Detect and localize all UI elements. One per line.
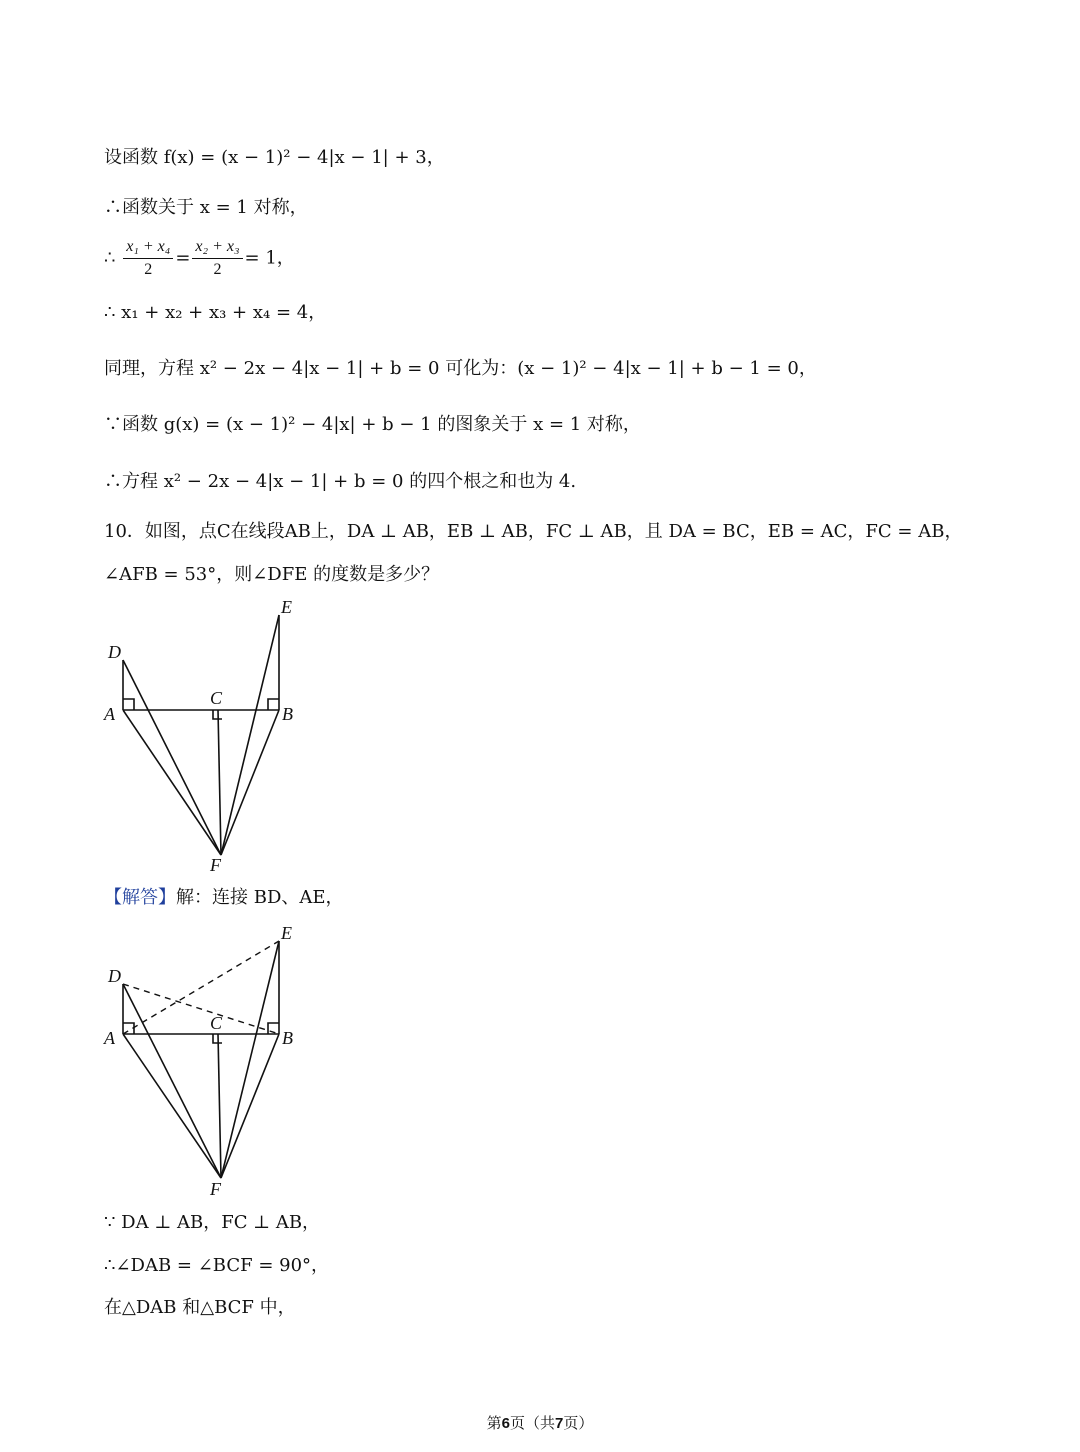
label-A: A: [104, 1028, 115, 1048]
solution-step-3: 在△DAB 和△BCF 中，: [104, 1297, 296, 1318]
footer-total-pages: 7: [555, 1415, 564, 1432]
line-conclusion: ∴方程 x² − 2x − 4|x − 1| + b = 0 的四个根之和也为 4.: [104, 471, 577, 492]
figure-solution-lines: [123, 941, 279, 1178]
solution-step-2: ∴∠DAB = ∠BCF = 90°，: [104, 1255, 330, 1276]
line-function-g: ∵函数 g(x) = (x − 1)² − 4|x| + b − 1 的图象关于 x = 1 对称，: [104, 414, 641, 435]
label-F: F: [210, 855, 221, 875]
figure-problem-lines: [123, 615, 279, 855]
fraction-result: = 1，: [244, 247, 295, 269]
label-C: C: [210, 688, 223, 708]
label-D: D: [108, 966, 121, 986]
footer-prefix: 第: [486, 1414, 502, 1432]
label-C: C: [210, 1013, 223, 1033]
answer-text: 解：连接 BD、AE，: [176, 887, 344, 908]
fraction-x1-x4: [123, 236, 173, 281]
figure-problem: [100, 595, 320, 880]
page-footer: [0, 1412, 1080, 1433]
line-similarly: 同理，方程 x² − 2x − 4|x − 1| + b = 0 可化为：(x − 1)² − 4|x − 1| + b − 1 = 0，: [104, 358, 817, 379]
line-sum-roots: ∴ x₁ + x₂ + x₃ + x₄ = 4，: [104, 302, 327, 323]
fraction-numerator: x₁ + x₄: [123, 236, 173, 259]
label-F: F: [210, 1179, 221, 1199]
fraction-x2-x3: [192, 236, 242, 281]
question-10-line1: 10．如图，点C在线段AB上，DA ⊥ AB，EB ⊥ AB，FC ⊥ AB，且 DA = BC，EB = AC，FC = AB，: [104, 521, 963, 542]
fraction-denominator: 2: [213, 261, 222, 278]
footer-suffix: 页）: [563, 1414, 594, 1432]
footer-page-number: 6: [501, 1415, 510, 1432]
question-10-line2: ∠AFB = 53°，则∠DFE 的度数是多少？: [104, 564, 440, 585]
answer-intro: [104, 886, 344, 910]
solution-step-1: ∵ DA ⊥ AB，FC ⊥ AB，: [104, 1212, 321, 1233]
answer-tag: 【解答】: [104, 887, 176, 908]
label-B: B: [282, 1028, 293, 1048]
line-symmetric: ∴函数关于 x = 1 对称，: [104, 197, 308, 218]
fraction-numerator: x₂ + x₃: [192, 236, 242, 259]
label-E: E: [281, 923, 292, 943]
label-D: D: [108, 642, 121, 662]
label-E: E: [281, 597, 292, 617]
fraction-denominator: 2: [144, 261, 153, 278]
footer-mid: 页（共: [509, 1414, 555, 1432]
line-fraction-equation: ∴ $\frac{\text{x₁ + x₄}}{2}$ = $\frac{\text{x₂ + x₃}}{2}$ = 1，: [104, 236, 295, 281]
label-B: B: [282, 704, 293, 724]
line-define-f: 设函数 f(x) = (x − 1)² − 4|x − 1| + 3，: [104, 147, 445, 168]
figure-dashed-lines: [123, 941, 279, 1034]
label-A: A: [104, 704, 115, 724]
figure-solution: [100, 920, 320, 1205]
therefore-symbol: ∴: [104, 247, 116, 269]
